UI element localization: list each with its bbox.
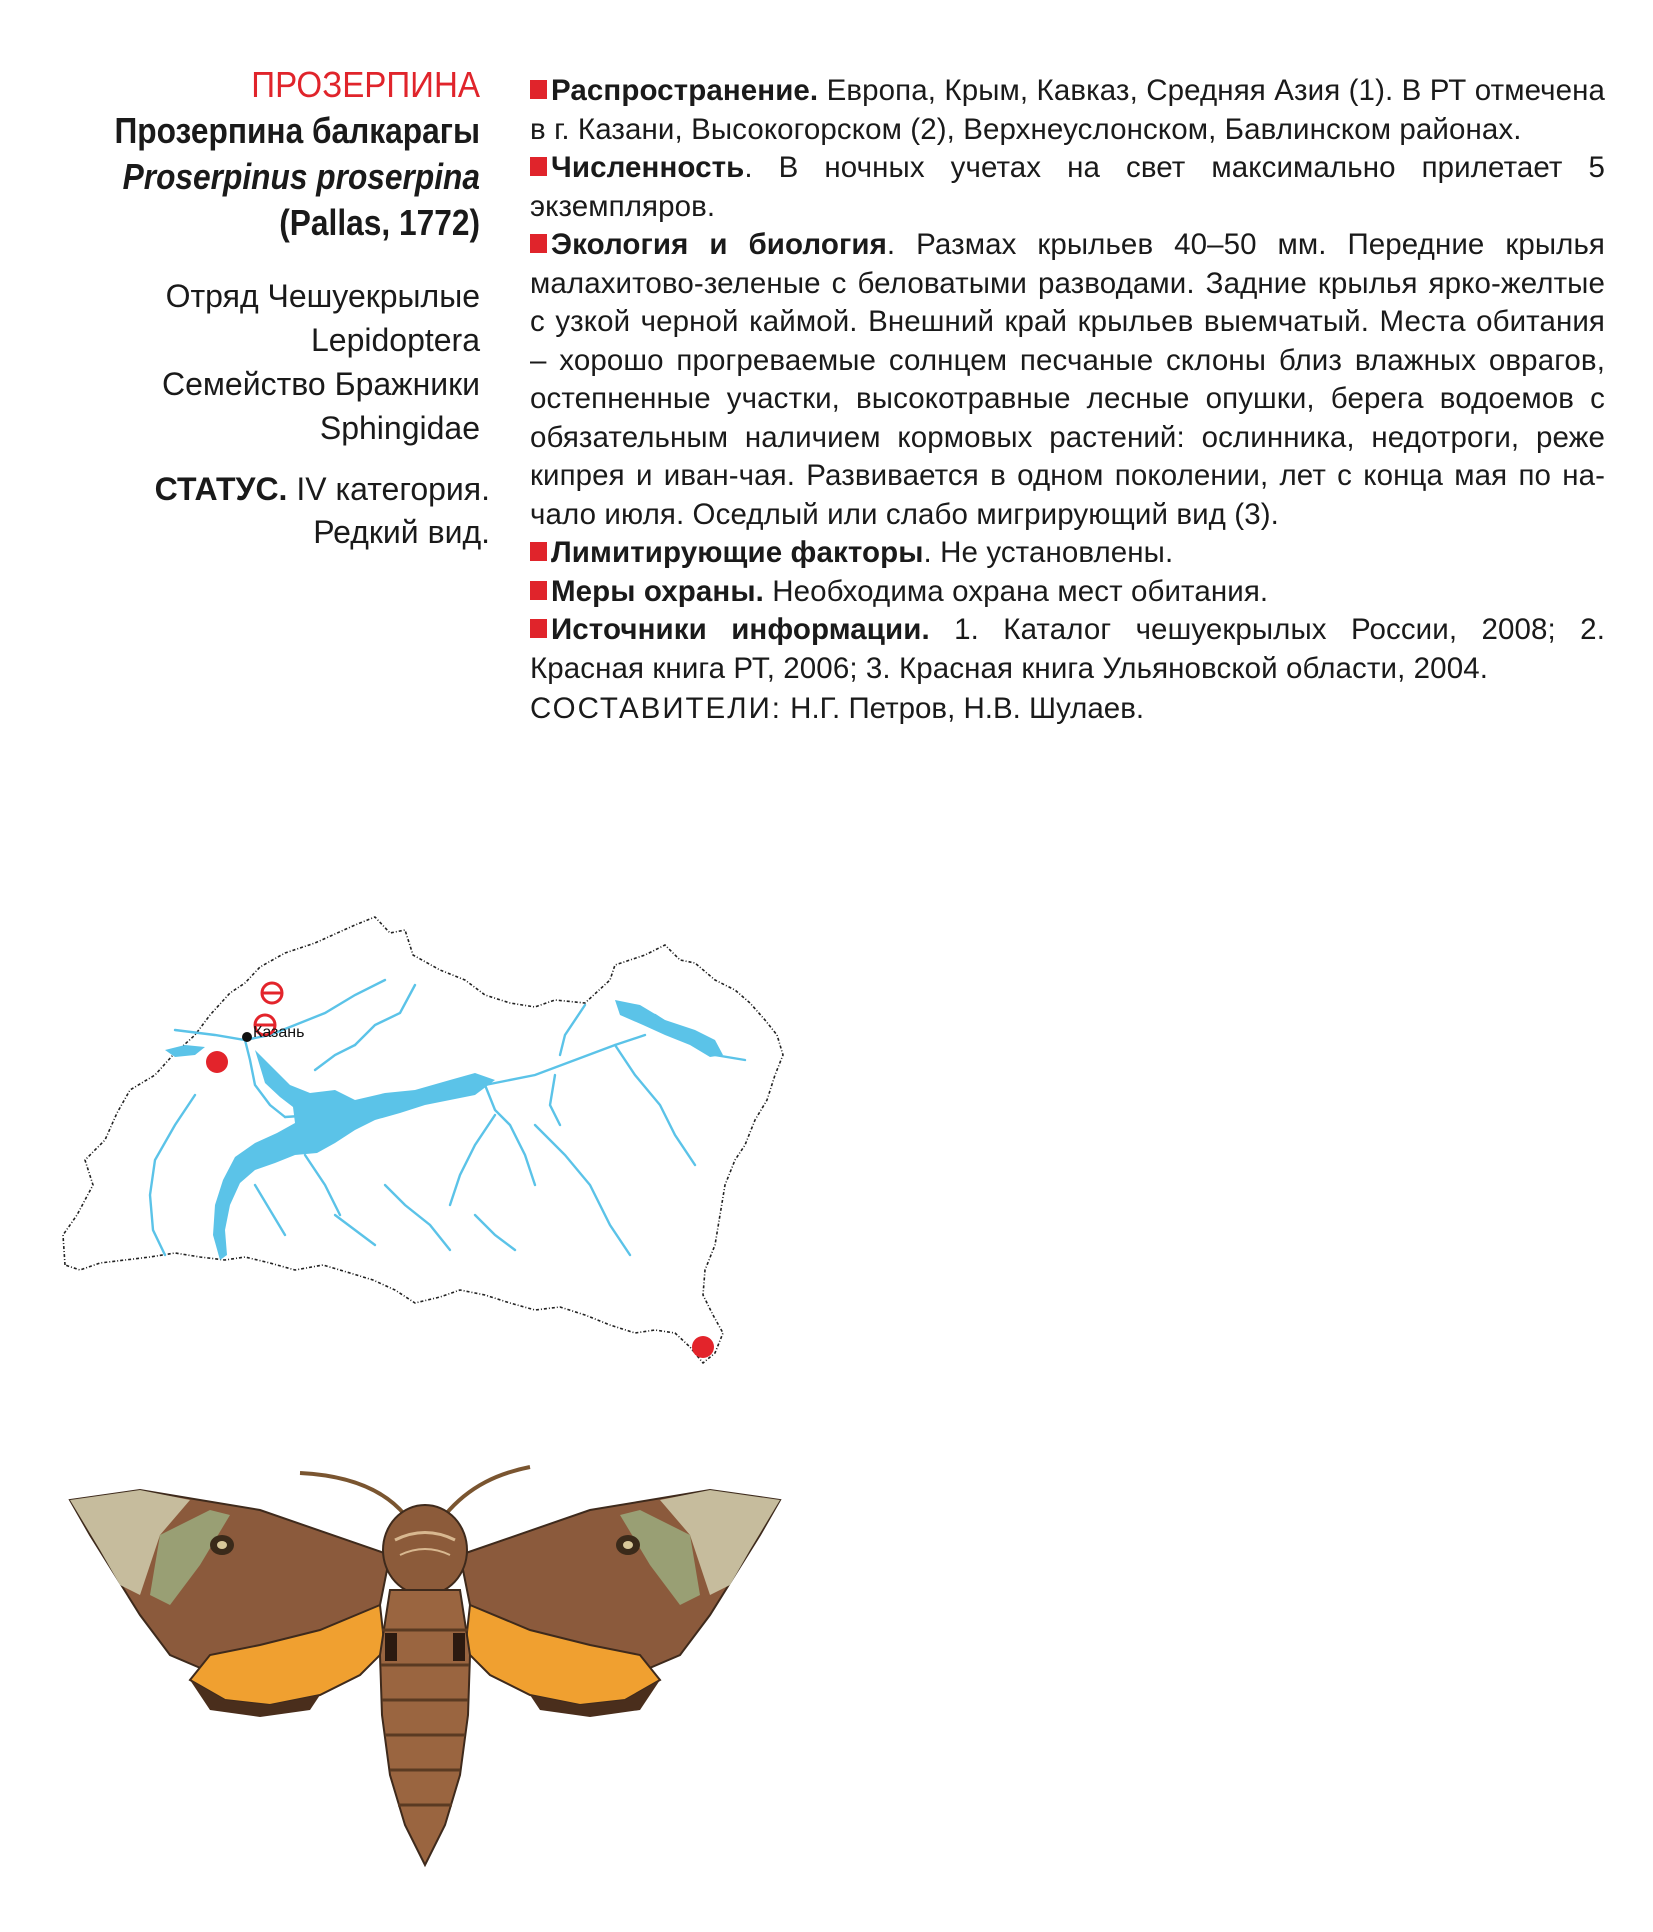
species-author: (Pallas, 1772)	[279, 202, 480, 243]
species-title: ПРОЗЕРПИНА	[251, 64, 480, 105]
recent-record-marker-icon	[206, 1051, 228, 1073]
city-dot-icon	[242, 1032, 252, 1042]
local-name: Прозерпина балкарагы	[114, 110, 481, 151]
red-square-bullet-icon	[530, 157, 547, 176]
status-line	[50, 468, 490, 511]
status-block	[50, 468, 490, 554]
taxonomy	[40, 274, 480, 450]
section-text: . В ночных учетах на свет максимально прилетает 5 экземпляров.	[530, 151, 1605, 223]
species-header	[40, 62, 490, 554]
section-limiting-factors	[530, 534, 1605, 573]
map-svg	[55, 885, 795, 1365]
antenna-left	[300, 1473, 405, 1515]
article-body	[530, 72, 1605, 729]
section-text: . Не установлены.	[923, 536, 1174, 569]
order-latin: Lepidoptera	[310, 322, 480, 358]
order-ru: Отряд Чешуекрылые	[165, 278, 480, 314]
red-square-bullet-icon	[530, 80, 547, 99]
antenna-right	[445, 1467, 530, 1515]
city-label-kazan: Казань	[253, 1024, 305, 1041]
section-text: . Размах крыльев 40–50 мм. Передние крылья малахитово-зеленые с беловатыми разводами. Задние крылья ярко-желтые с узкой черной каймой. Внешний край крыльев выемчатый. Места обитания – хорошо прогреваемые солнцем песчаные склоны близ влажных оврагов, остепненные участки, высокотравные лесные опушки, берега водоемов с обязательным наличием кормовых растений: ослинника, недотроги, реже кипрея и иван-чая. Развивается в одном поколении, лет с конца мая по начало июля. Оседлый или слабо мигрирующий вид (3).	[530, 228, 1605, 531]
family-latin: Sphingidae	[319, 410, 480, 446]
section-heading: Меры охраны.	[551, 574, 764, 608]
status-label: СТАТУС.	[154, 471, 288, 507]
abdomen-side-patch	[385, 1633, 397, 1661]
recent-record-marker-icon	[692, 1336, 714, 1358]
section-text: 1. Каталог чешуекрылых России, 2008; 2. Красная книга РТ, 2006; 3. Красная книга Ульяновской области, 2004.	[530, 613, 1605, 685]
compilers	[530, 690, 1605, 729]
red-square-bullet-icon	[530, 542, 547, 561]
section-text: Европа, Крым, Кавказ, Средняя Азия (1). В РТ отмечена в г. Казани, Высокогорском (2), Верхнеуслонском, Бавлинском районах.	[530, 74, 1605, 146]
red-square-bullet-icon	[530, 619, 547, 638]
section-distribution	[530, 72, 1605, 149]
section-heading: Распространение.	[551, 74, 819, 107]
section-ecology	[530, 226, 1605, 534]
status-category: IV категория.	[287, 471, 490, 507]
distribution-map	[55, 885, 795, 1365]
latin-name: Proserpinus proserpina	[122, 156, 481, 197]
section-abundance	[530, 149, 1605, 226]
section-heading: Лимитирующие факторы	[551, 536, 924, 569]
left-eyespot-center	[217, 1541, 227, 1549]
section-protection	[530, 573, 1605, 612]
abdomen-side-patch	[453, 1633, 465, 1661]
moth-illustration	[60, 1455, 790, 1905]
right-eyespot-center	[623, 1541, 633, 1549]
red-square-bullet-icon	[530, 234, 547, 253]
compilers-label: СОСТАВИТЕЛИ:	[530, 692, 782, 725]
section-heading: Источники информации.	[551, 613, 930, 646]
section-text: Необходима охрана мест обитания.	[763, 574, 1269, 608]
red-square-bullet-icon	[530, 581, 547, 600]
moth-svg	[60, 1455, 790, 1905]
section-heading: Экология и биология	[551, 228, 887, 261]
family-ru: Семейство Бражники	[162, 366, 480, 402]
section-heading: Численность	[551, 151, 745, 184]
section-sources	[530, 611, 1605, 688]
region-border	[63, 917, 783, 1363]
compilers-names: Н.Г. Петров, Н.В. Шулаев.	[781, 692, 1145, 725]
status-note: Редкий вид.	[313, 514, 490, 550]
